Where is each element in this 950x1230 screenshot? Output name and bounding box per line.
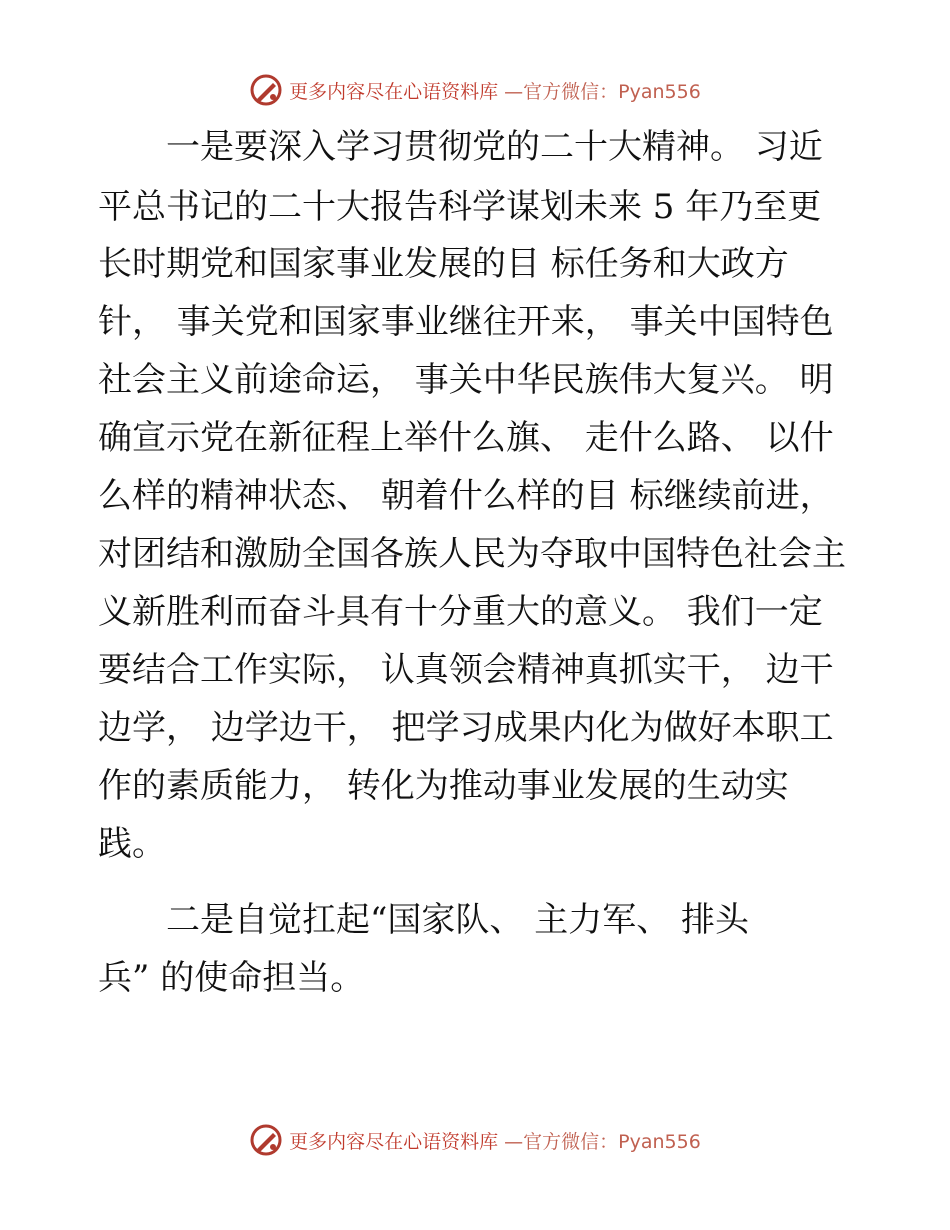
body-line: 作的素质能力， 转化为推动事业发展的生动实 [98, 766, 789, 806]
body-line: 一是要深入学习贯彻党的二十大精神。 习近 [98, 127, 823, 167]
footer-banner-title: 更多内容尽在心语资料库 [289, 1130, 499, 1153]
body-line: 社会主义前途命运， 事关中华民族伟大复兴。 明 [98, 360, 834, 400]
body-line: 践。 [98, 824, 166, 864]
body-line: 针， 事关党和国家事业继往开来， 事关中国特色 [98, 302, 834, 342]
body-line: 义新胜利而奋斗具有十分重大的意义。 我们一定 [98, 592, 823, 632]
footer-banner-contact: —官方微信：Pyan556 [504, 1130, 701, 1153]
footer-banner [0, 1120, 950, 1160]
body-line: 要结合工作实际， 认真领会精神真抓实干， 边干 [98, 650, 834, 690]
body-line: 边学， 边学边干， 把学习成果内化为做好本职工 [98, 708, 834, 748]
body-line: 二是自觉扛起“国家队、 主力军、 排头 [98, 900, 749, 940]
body-line: 长时期党和国家事业发展的目 标任务和大政方 [98, 244, 789, 284]
body-line: 对团结和激励全国各族人民为夺取中国特色社会主 [98, 534, 846, 574]
header-banner-title: 更多内容尽在心语资料库 [289, 80, 499, 103]
body-line: 平总书记的二十大报告科学谋划未来 5 年乃至更 [98, 187, 822, 227]
pen-logo-icon [249, 1123, 283, 1157]
pen-logo-icon [249, 73, 283, 107]
body-line: 兵” 的使命担当。 [98, 958, 365, 998]
header-banner-contact: —官方微信：Pyan556 [504, 80, 701, 103]
header-banner [0, 70, 950, 110]
body-line: 么样的精神状态、 朝着什么样的目 标继续前进， [98, 476, 834, 516]
body-line: 确宣示党在新征程上举什么旗、 走什么路、 以什 [98, 418, 834, 458]
